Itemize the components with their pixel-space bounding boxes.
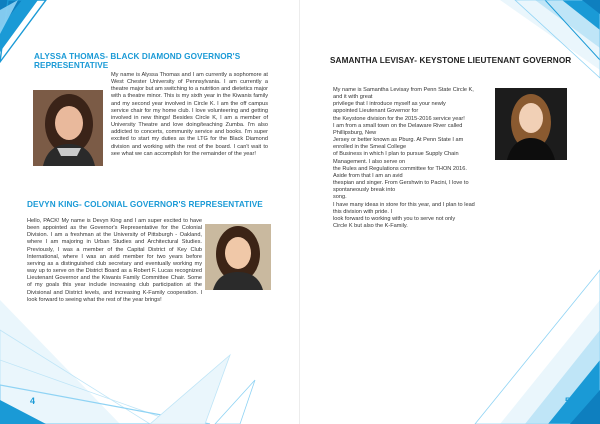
page-number-left: 4 <box>30 396 36 406</box>
photo-samantha-levisay <box>495 88 567 160</box>
bio-line: Aside from that I am an avid <box>333 172 403 179</box>
page-number-right: 5 <box>565 396 571 406</box>
bio-line: and it with great <box>333 94 373 101</box>
bio-line: song. <box>333 194 347 201</box>
bio-line: My name is Samantha Levisay from Penn State Circle K, <box>333 87 474 93</box>
bottom-right-ornament <box>475 270 600 424</box>
bio-line: privilege that I introduce myself as your newly <box>333 101 446 108</box>
section-body-alyssa-thomas <box>111 72 268 158</box>
right-page <box>300 0 600 424</box>
top-right-ornament <box>500 0 600 78</box>
bio-line: I am from a small town on the Delaware River called <box>333 122 463 129</box>
bio-line: Jersey or better known as Pburg. At Penn State I am <box>333 137 464 144</box>
bio-line: appointed Lieutenant Governor for <box>333 108 419 115</box>
bio-text-devyn-king: Hello, PACK! My name is Devyn King and I am super excited to have been appointed as the Governor's Representative for the Colonial Division. I am a freshman at the University of Pittsburgh - Oakland, where I am majoring in Urban Studies and Architectural Studies. Previously, I was a member of the Capital District of Key Club International, where I was an avid member for two years before serving as a distinguished club secretary and eventually working my way up to serve on the District Board as a Robert F. Lucas recognized Lieutenant Governor and the Kiwanis Family Committee Chair. Some of my goals this year include increasing club participation at the Divisional and District levels, and increasing K-Family cooperation. I look forward to seeing what the rest of the year brings! <box>27 218 202 303</box>
bio-line: the Keystone division for the 2015-2016 service year! <box>333 115 465 122</box>
bio-line: Phillipsburg, New <box>333 129 377 136</box>
bio-line: this division with pride. I <box>333 208 393 215</box>
bio-line: look forward to working with you to serve not only <box>333 215 456 222</box>
bio-line: the Rules and Regulations committee for THON 2016. <box>333 165 467 172</box>
section-heading-samantha-levisay: SAMANTHA LEVISAY- KEYSTONE LIEUTENANT GOVERNOR <box>330 56 572 65</box>
bio-line: I have many ideas in store for this year, and I plan to lead <box>333 201 475 208</box>
section-body-devyn-king <box>27 218 202 304</box>
section-heading-devyn-king: DEVYN KING- COLONIAL GOVERNOR'S REPRESENTATIVE <box>27 200 263 209</box>
bio-line: enrolled in the Smeal College <box>333 144 407 151</box>
bio-line: of Business in which I plan to pursue Supply Chain <box>333 151 459 158</box>
bio-line: Circle K but also the K-Family. <box>333 222 408 229</box>
bio-line: spontaneously break into <box>333 187 396 194</box>
section-body-samantha-levisay <box>333 87 493 230</box>
photo-alyssa-thomas <box>33 90 103 166</box>
bio-line: thespian and singer. From Gershwin to Pacini, I love to <box>333 180 469 187</box>
bio-line: Management. I also serve on <box>333 158 406 165</box>
photo-devyn-king <box>205 224 271 290</box>
bio-text-alyssa-thomas: My name is Alyssa Thomas and I am currently a sophomore at West Chester University of Pennsylvania. I am currently a theatre major but am switching to a nutrition and dietetics major with a theatre minor. This is my sixth year in the Kiwanis family and my second year involved in Circle K. I am the off campus service chair for my home club. I love volunteering and getting involved in new things! Besides Circle K, I am a member of University Theatre and love doing/teaching Zumba. I'm also addicted to concerts, community service and books. I'm super excited to start my duties as the LTG for the Black Diamond division and working with the rest of the board. I can't wait to see what we can accomplish for the remainder of the year! <box>111 72 269 157</box>
bottom-left-ornament <box>0 300 255 424</box>
section-heading-alyssa-thomas: ALYSSA THOMAS- BLACK DIAMOND GOVERNOR'S REPRESENTATIVE <box>34 52 241 70</box>
